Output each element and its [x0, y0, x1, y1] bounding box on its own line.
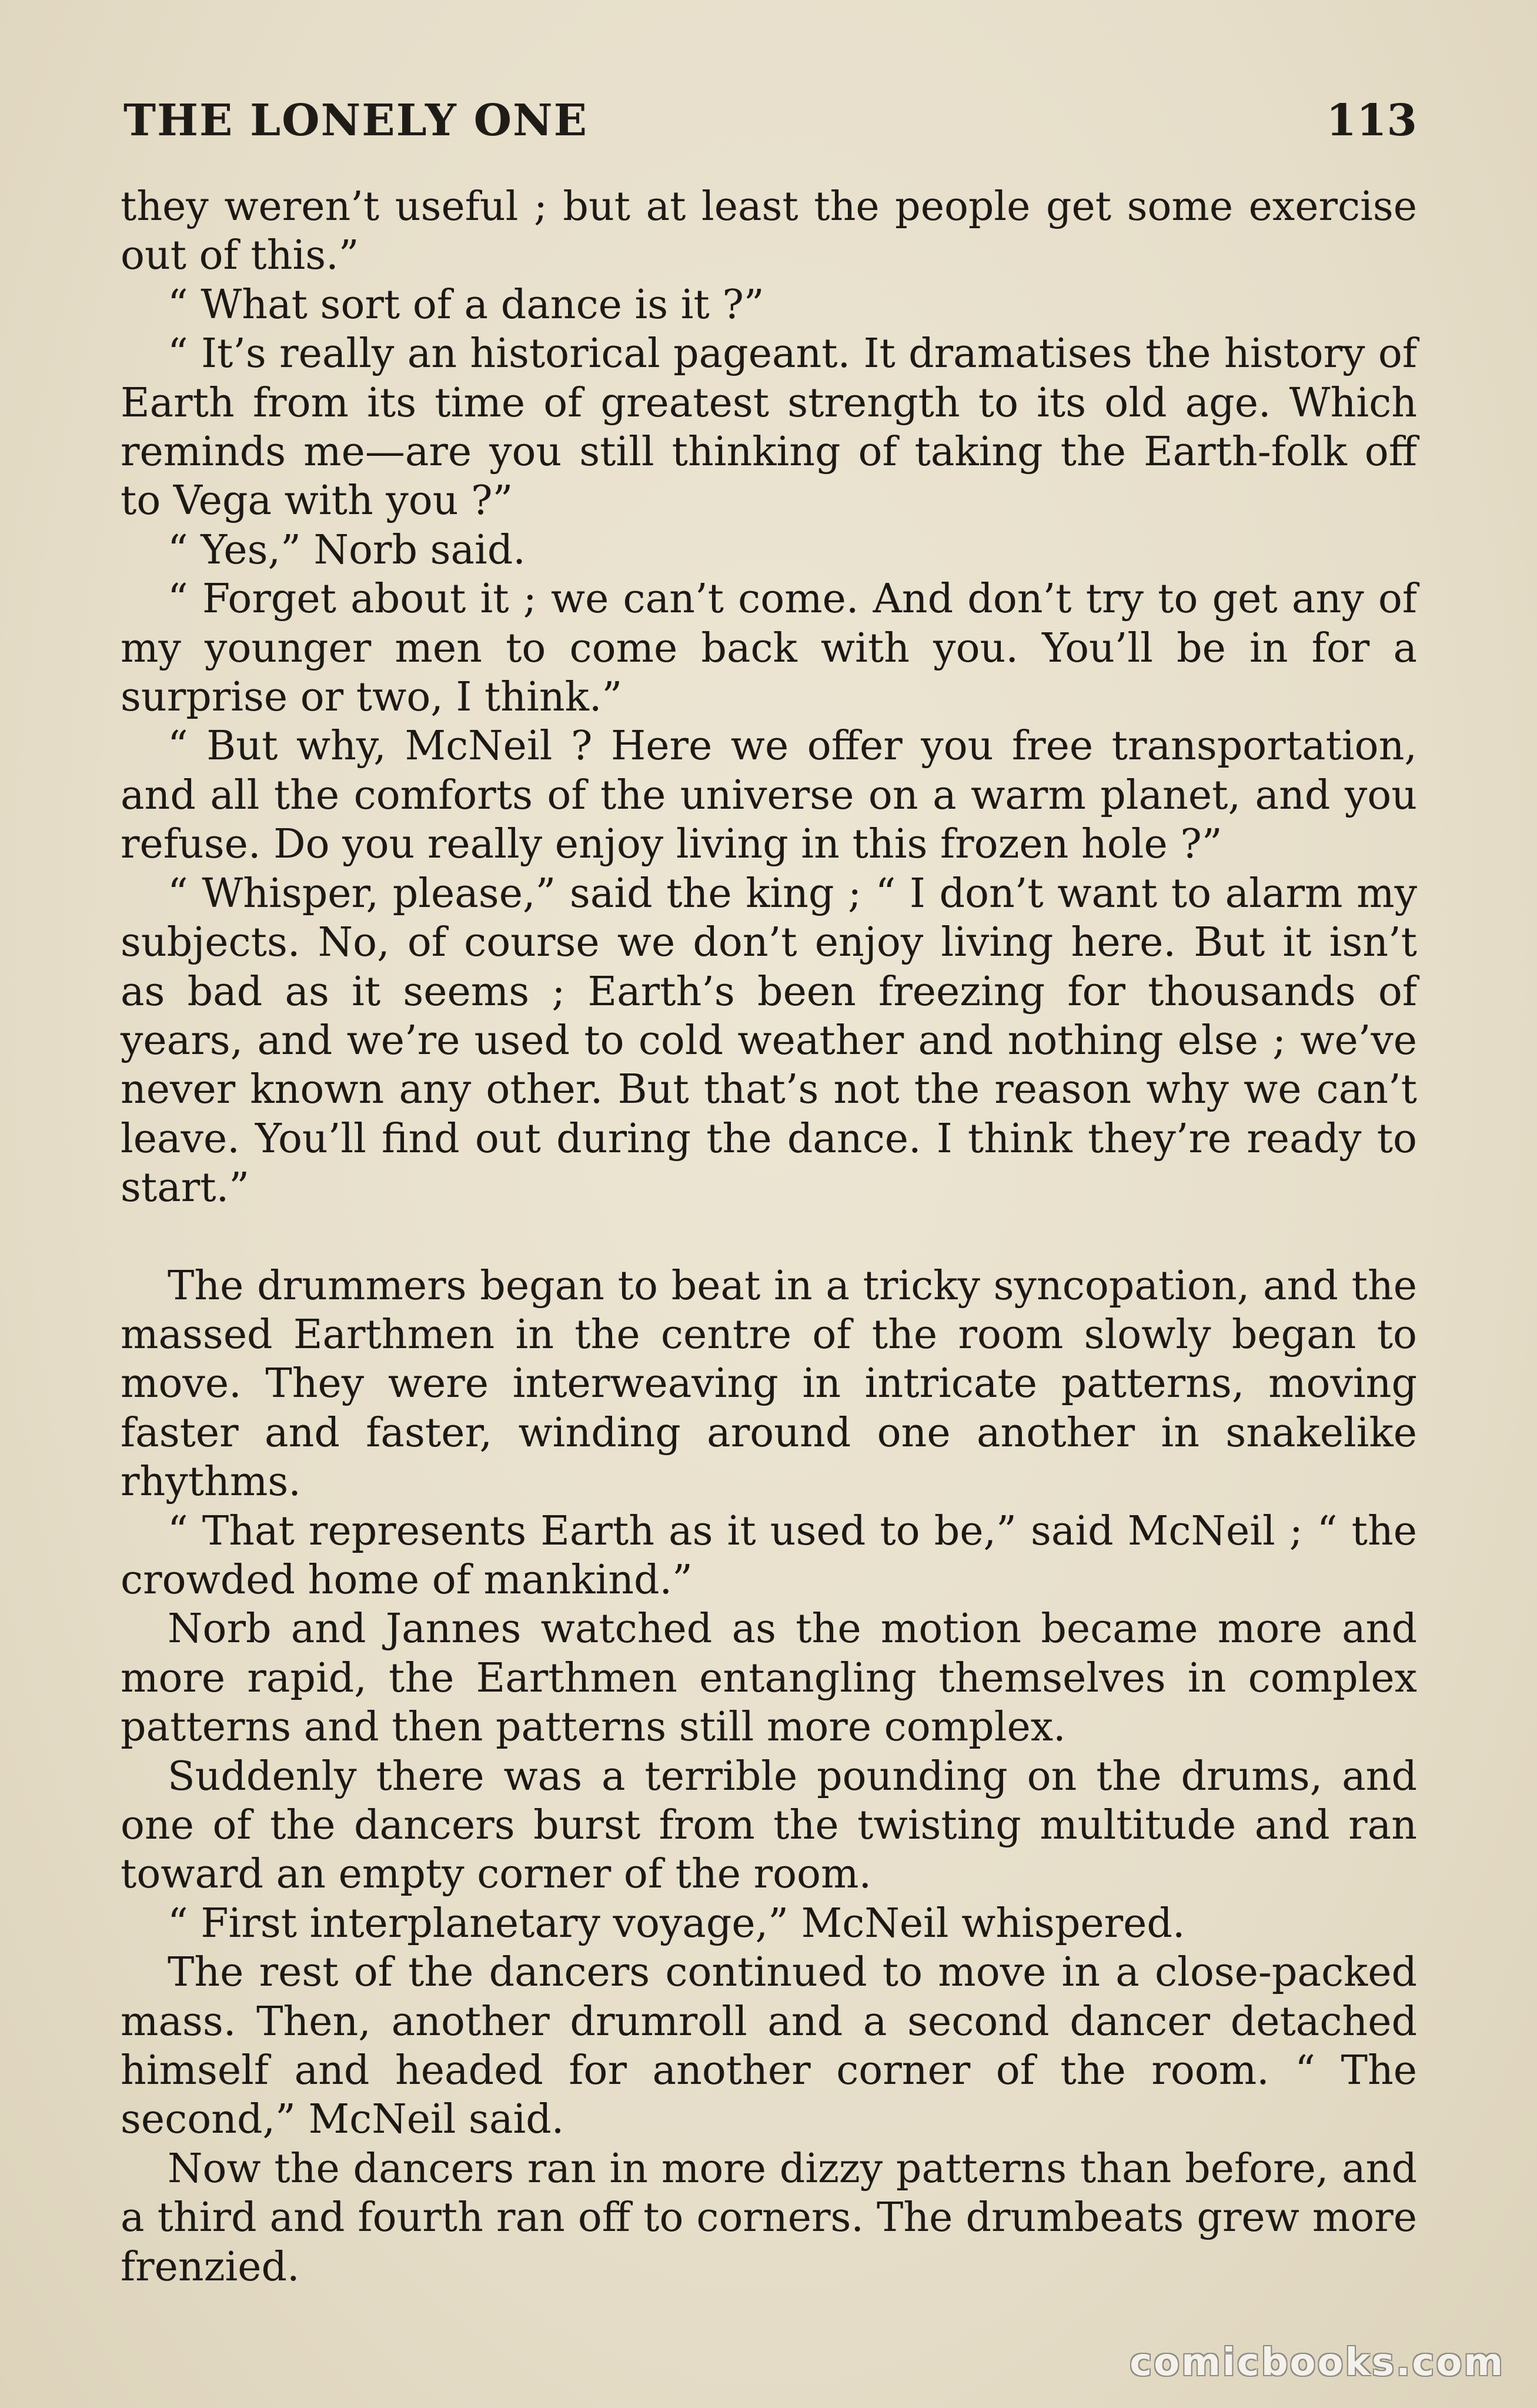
- paragraph: “ What sort of a dance is it ?”: [168, 281, 764, 328]
- paragraph: Suddenly there was a terrible pounding on the drums, and one of the dancers burst from the twisting multitude and ran toward an empty corner of the room.: [121, 1753, 1417, 1898]
- running-title: THE LONELY ONE: [123, 95, 589, 146]
- page-header: [123, 88, 1417, 153]
- paragraph: Now the dancers ran in more dizzy patterns than before, and a third and fourth ran off to corners. The drumbeats grew more frenzied.: [121, 2145, 1417, 2290]
- paragraph: they weren’t useful ; but at least the people get some exercise out of this.”: [121, 184, 1417, 279]
- paragraph: The drummers began to beat in a tricky syncopation, and the massed Earthmen in the centre of the room slowly began to move. They were interweaving in intricate patterns, moving faster and faster, winding around one another in snakelike rhythms.: [121, 1262, 1417, 1506]
- paragraph: The rest of the dancers continued to move in a close-packed mass. Then, another drumroll and a second dancer detached himself and headed for another corner of the room. “ The second,” McNeil said.: [121, 1949, 1417, 2143]
- page-number: 113: [1326, 95, 1417, 146]
- paragraph: Norb and Jannes watched as the motion became more and more rapid, the Earthmen entangling themselves in complex patterns and then patterns still more complex.: [121, 1606, 1417, 1751]
- paragraph: “ It’s really an historical pageant. It dramatises the history of Earth from its time of greatest strength to its old age. Which reminds me—are you still thinking of taking the Earth-folk off to Vega with you ?”: [121, 331, 1417, 525]
- paragraph: “ Forget about it ; we can’t come. And don’t try to get any of my younger men to come back with you. You’ll be in for a surprise or two, I think.”: [121, 576, 1417, 721]
- paragraph: “ Whisper, please,” said the king ; “ I don’t want to alarm my subjects. No, of course we don’t enjoy living here. But it isn’t as bad as it seems ; Earth’s been freezing for thousands of years, and we’re used to cold weather and nothing else ; we’ve never known any other. But that’s not the reason why we can’t leave. You’ll find out during the dance. I think they’re ready to start.”: [121, 870, 1417, 1212]
- watermark-logo: comicbooks.com: [1130, 2341, 1505, 2384]
- paragraph: “ That represents Earth as it used to be,” said McNeil ; “ the crowded home of mankind.”: [121, 1507, 1417, 1603]
- paragraph: “ Yes,” Norb said.: [168, 526, 526, 573]
- paragraph: “ First interplanetary voyage,” McNeil whispered.: [168, 1900, 1185, 1947]
- body-text: [121, 182, 1417, 2292]
- paragraph: “ But why, McNeil ? Here we offer you free transportation, and all the comforts of the universe on a warm planet, and you refuse. Do you really enjoy living in this frozen hole ?”: [121, 723, 1417, 868]
